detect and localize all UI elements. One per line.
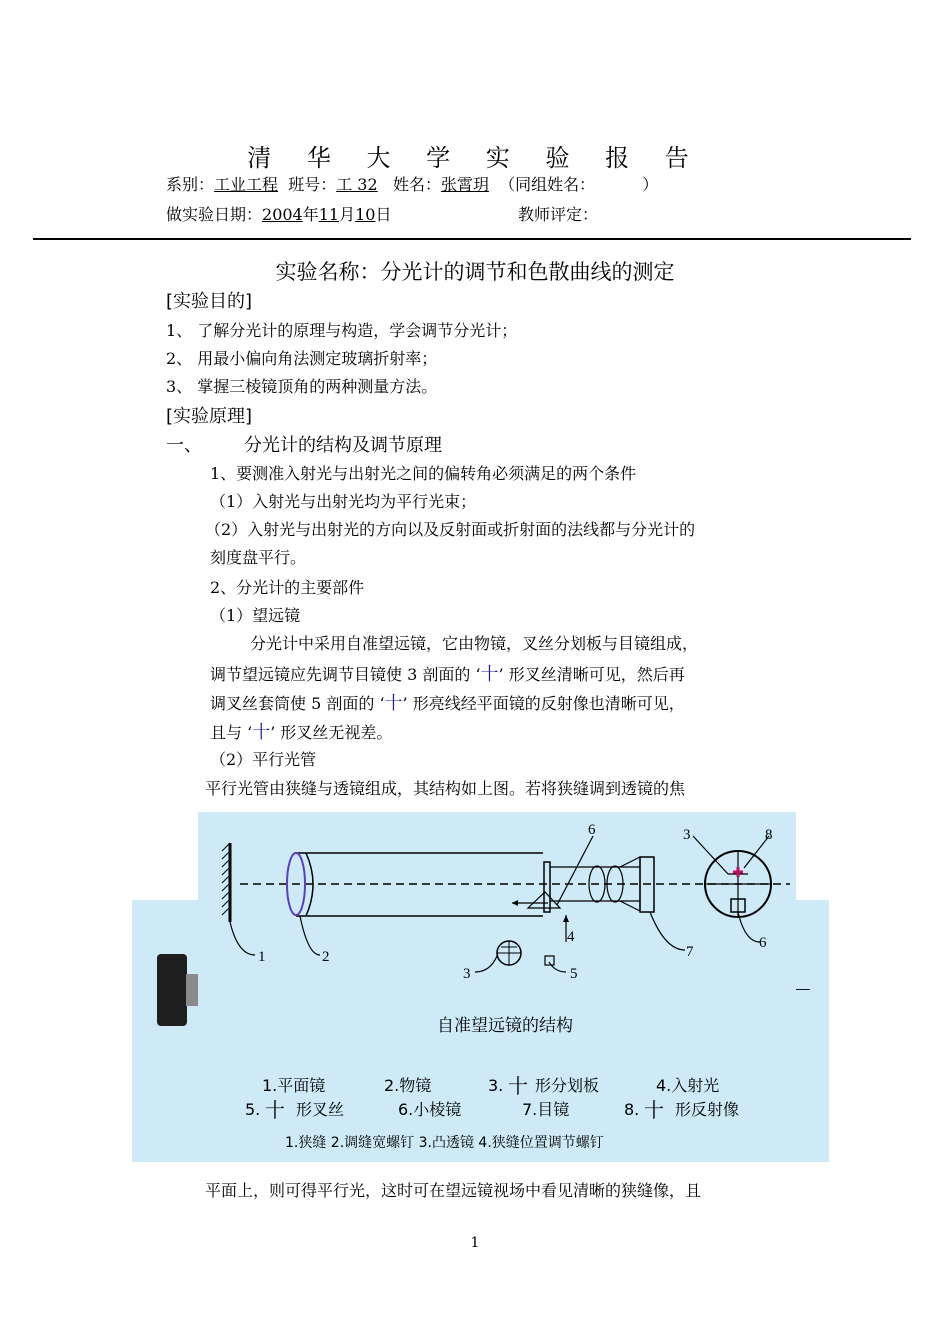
section-title: 分光计的结构及调节原理 — [244, 435, 442, 456]
principle-p5: （1）望远镜 — [210, 606, 301, 625]
principle-p6: 分光计中采用自准望远镜，它由物镜，叉丝分划板与目镜组成， — [250, 634, 699, 653]
dept-value: 工业工程 — [214, 175, 279, 194]
year-char: 年 — [302, 205, 319, 224]
p7-text-b: ’ 形叉丝清晰可见，然后再 — [498, 665, 685, 684]
principle-p10: （2）平行光管 — [210, 750, 317, 769]
legend-reticle: 形分划板 — [535, 1076, 600, 1095]
name-value: 张霄玥 — [440, 175, 489, 194]
legend-prism: 6.小棱镜 — [398, 1100, 462, 1119]
legend-incident: 4.入射光 — [656, 1076, 720, 1095]
legend-cross-icon: 十 — [508, 1074, 528, 1098]
knob-shaft — [186, 974, 198, 1006]
purpose-item-1: 1、 了解分光计的原理与构造，学会调节分光计； — [166, 321, 518, 340]
date-label: 做实验日期： — [166, 205, 263, 224]
adjust-knob-icon — [157, 954, 187, 1026]
legend-3-num: 3. — [488, 1076, 504, 1095]
group-close: ） — [642, 175, 659, 194]
principle-p2: （1）入射光与出射光均为平行光束； — [210, 492, 477, 511]
dept-label: 系别： — [166, 175, 215, 194]
principle-p12: 平面上，则可得平行光，这时可在望远镜视场中看见清晰的狭缝像，且 — [205, 1181, 702, 1200]
cross-hair-icon: 十 — [480, 664, 499, 685]
legend-eyepiece: 7.目镜 — [522, 1100, 570, 1119]
name-label: 姓名： — [392, 175, 441, 194]
label-2: 2 — [322, 949, 330, 965]
label-8: 8 — [765, 827, 773, 843]
principle-p11: 平行光管由狭缝与透镜组成，其结构如上图。若将狭缝调到透镜的焦 — [205, 779, 686, 798]
principle-heading: [实验原理] — [166, 406, 253, 427]
principle-p1: 1、要测准入射光与出射光之间的偏转角必须满足的两个条件 — [210, 464, 637, 483]
label-4: 4 — [567, 929, 575, 945]
p8-text-b: ’ 形亮线经平面镜的反射像也清晰可见， — [402, 694, 685, 713]
class-value: 工 32 — [336, 175, 378, 194]
page-number: 1 — [470, 1235, 480, 1251]
report-title: 清 华 大 学 实 验 报 告 — [247, 144, 703, 172]
legend-5-num: 5. — [245, 1100, 261, 1119]
principle-p3b: 刻度盘平行。 — [210, 548, 307, 567]
p9-text-b: ’ 形叉丝无视差。 — [270, 723, 393, 742]
date-day: 10 — [355, 205, 376, 224]
cross-hair-icon: 十 — [384, 693, 403, 714]
dash-mark: — — [796, 980, 810, 996]
legend-reflection: 形反射像 — [675, 1100, 740, 1119]
purpose-item-2: 2、 用最小偏向角法测定玻璃折射率； — [166, 349, 438, 368]
class-label: 班号： — [288, 175, 337, 194]
legend-cross-icon: 十 — [265, 1098, 285, 1122]
label-3: 3 — [463, 966, 471, 982]
date-year: 2004 — [262, 205, 303, 224]
label-6b: 6 — [759, 935, 767, 951]
legend-crosshair: 形叉丝 — [296, 1100, 345, 1119]
p7-text-a: 调节望远镜应先调节目镜使 3 剖面的 ‘ — [210, 665, 481, 684]
section-number: 一、 — [166, 435, 202, 456]
legend-objective: 2.物镜 — [384, 1076, 432, 1095]
label-5: 5 — [570, 966, 578, 982]
purpose-heading: [实验目的] — [166, 291, 253, 312]
day-char: 日 — [375, 205, 392, 224]
p9-text-a: 且与 ‘ — [210, 723, 253, 742]
cross-hair-icon: 十 — [252, 722, 271, 743]
month-char: 月 — [339, 205, 356, 224]
experiment-name: 实验名称：分光计的调节和色散曲线的测定 — [275, 260, 675, 284]
label-3b: 3 — [683, 827, 691, 843]
legend-plane-mirror: 1.平面镜 — [262, 1076, 326, 1095]
label-7: 7 — [686, 944, 694, 960]
legend-cross-icon: 十 — [644, 1098, 664, 1122]
p8-text-a: 调叉丝套筒使 5 剖面的 ‘ — [210, 694, 385, 713]
principle-p4: 2、分光计的主要部件 — [210, 578, 365, 597]
label-6: 6 — [588, 822, 596, 838]
purpose-item-3: 3、 掌握三棱镜顶角的两种测量方法。 — [166, 377, 438, 396]
group-label: （同组姓名： — [499, 175, 596, 194]
label-1: 1 — [258, 949, 266, 965]
figure-caption: 自准望远镜的结构 — [437, 1016, 573, 1036]
teacher-label: 教师评定： — [518, 205, 599, 224]
principle-p3a: （2）入射光与出射光的方向以及反射面或折射面的法线都与分光计的 — [205, 520, 696, 539]
legend-8-num: 8. — [624, 1100, 640, 1119]
date-month: 11 — [318, 205, 340, 224]
legend-collimator: 1.狭缝 2.调缝宽螺钉 3.凸透镜 4.狭缝位置调节螺钉 — [285, 1135, 604, 1151]
